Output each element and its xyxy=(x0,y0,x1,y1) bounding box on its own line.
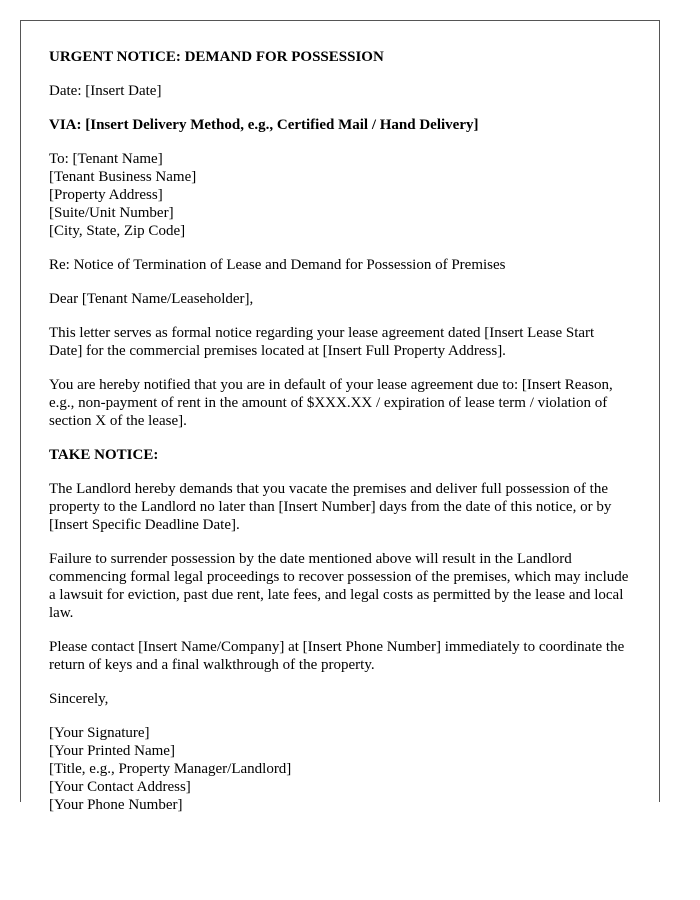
letter-body xyxy=(21,21,659,814)
paragraph-contact: Please contact [Insert Name/Company] at [Insert Phone Number] immediately to coordinate the return of keys and a final walkthrough of the property. xyxy=(49,639,625,673)
recipient-name-line: To: [Tenant Name] xyxy=(49,151,163,167)
delivery-method: VIA: [Insert Delivery Method, e.g., Certified Mail / Hand Delivery] xyxy=(49,117,479,133)
document-page xyxy=(20,20,660,813)
printed-name-line: [Your Printed Name] xyxy=(49,743,175,759)
take-notice-heading: TAKE NOTICE: xyxy=(49,447,159,463)
signature-block xyxy=(49,724,631,814)
letter-date: Date: [Insert Date] xyxy=(49,83,162,99)
recipient-suite-line: [Suite/Unit Number] xyxy=(49,205,174,221)
closing: Sincerely, xyxy=(49,691,109,707)
subject-line: Re: Notice of Termination of Lease and Demand for Possession of Premises xyxy=(49,257,506,273)
recipient-property-line: [Property Address] xyxy=(49,187,163,203)
salutation: Dear [Tenant Name/Leaseholder], xyxy=(49,291,254,307)
letter-heading: URGENT NOTICE: DEMAND FOR POSSESSION xyxy=(49,49,384,65)
paragraph-default-reason: You are hereby notified that you are in default of your lease agreement due to: [Insert Reason, e.g., non-payment of rent in the amount of $XXX.XX / expiration of lease term / violation of section X of the lease]. xyxy=(49,377,613,429)
recipient-business-line: [Tenant Business Name] xyxy=(49,169,197,185)
paragraph-demand: The Landlord hereby demands that you vacate the premises and deliver full possession of the property to the Landlord no later than [Insert Number] days from the date of this notice, or by [Insert Specific Deadline Date]. xyxy=(49,481,612,533)
signature-line: [Your Signature] xyxy=(49,725,150,741)
contact-address-line: [Your Contact Address] xyxy=(49,779,191,795)
paragraph-consequences: Failure to surrender possession by the date mentioned above will result in the Landlord commencing formal legal proceedings to recover possession of the premises, which may include a lawsuit for eviction, past due rent, late fees, and legal costs as permitted by the lease and local law. xyxy=(49,551,629,621)
title-line: [Title, e.g., Property Manager/Landlord] xyxy=(49,761,292,777)
phone-number-line: [Your Phone Number] xyxy=(49,797,183,813)
paragraph-lease-reference: This letter serves as formal notice regarding your lease agreement dated [Insert Lease Start Date] for the commercial premises located at [Insert Full Property Address]. xyxy=(49,325,595,359)
recipient-address-block xyxy=(49,150,631,240)
recipient-city-line: [City, State, Zip Code] xyxy=(49,223,186,239)
